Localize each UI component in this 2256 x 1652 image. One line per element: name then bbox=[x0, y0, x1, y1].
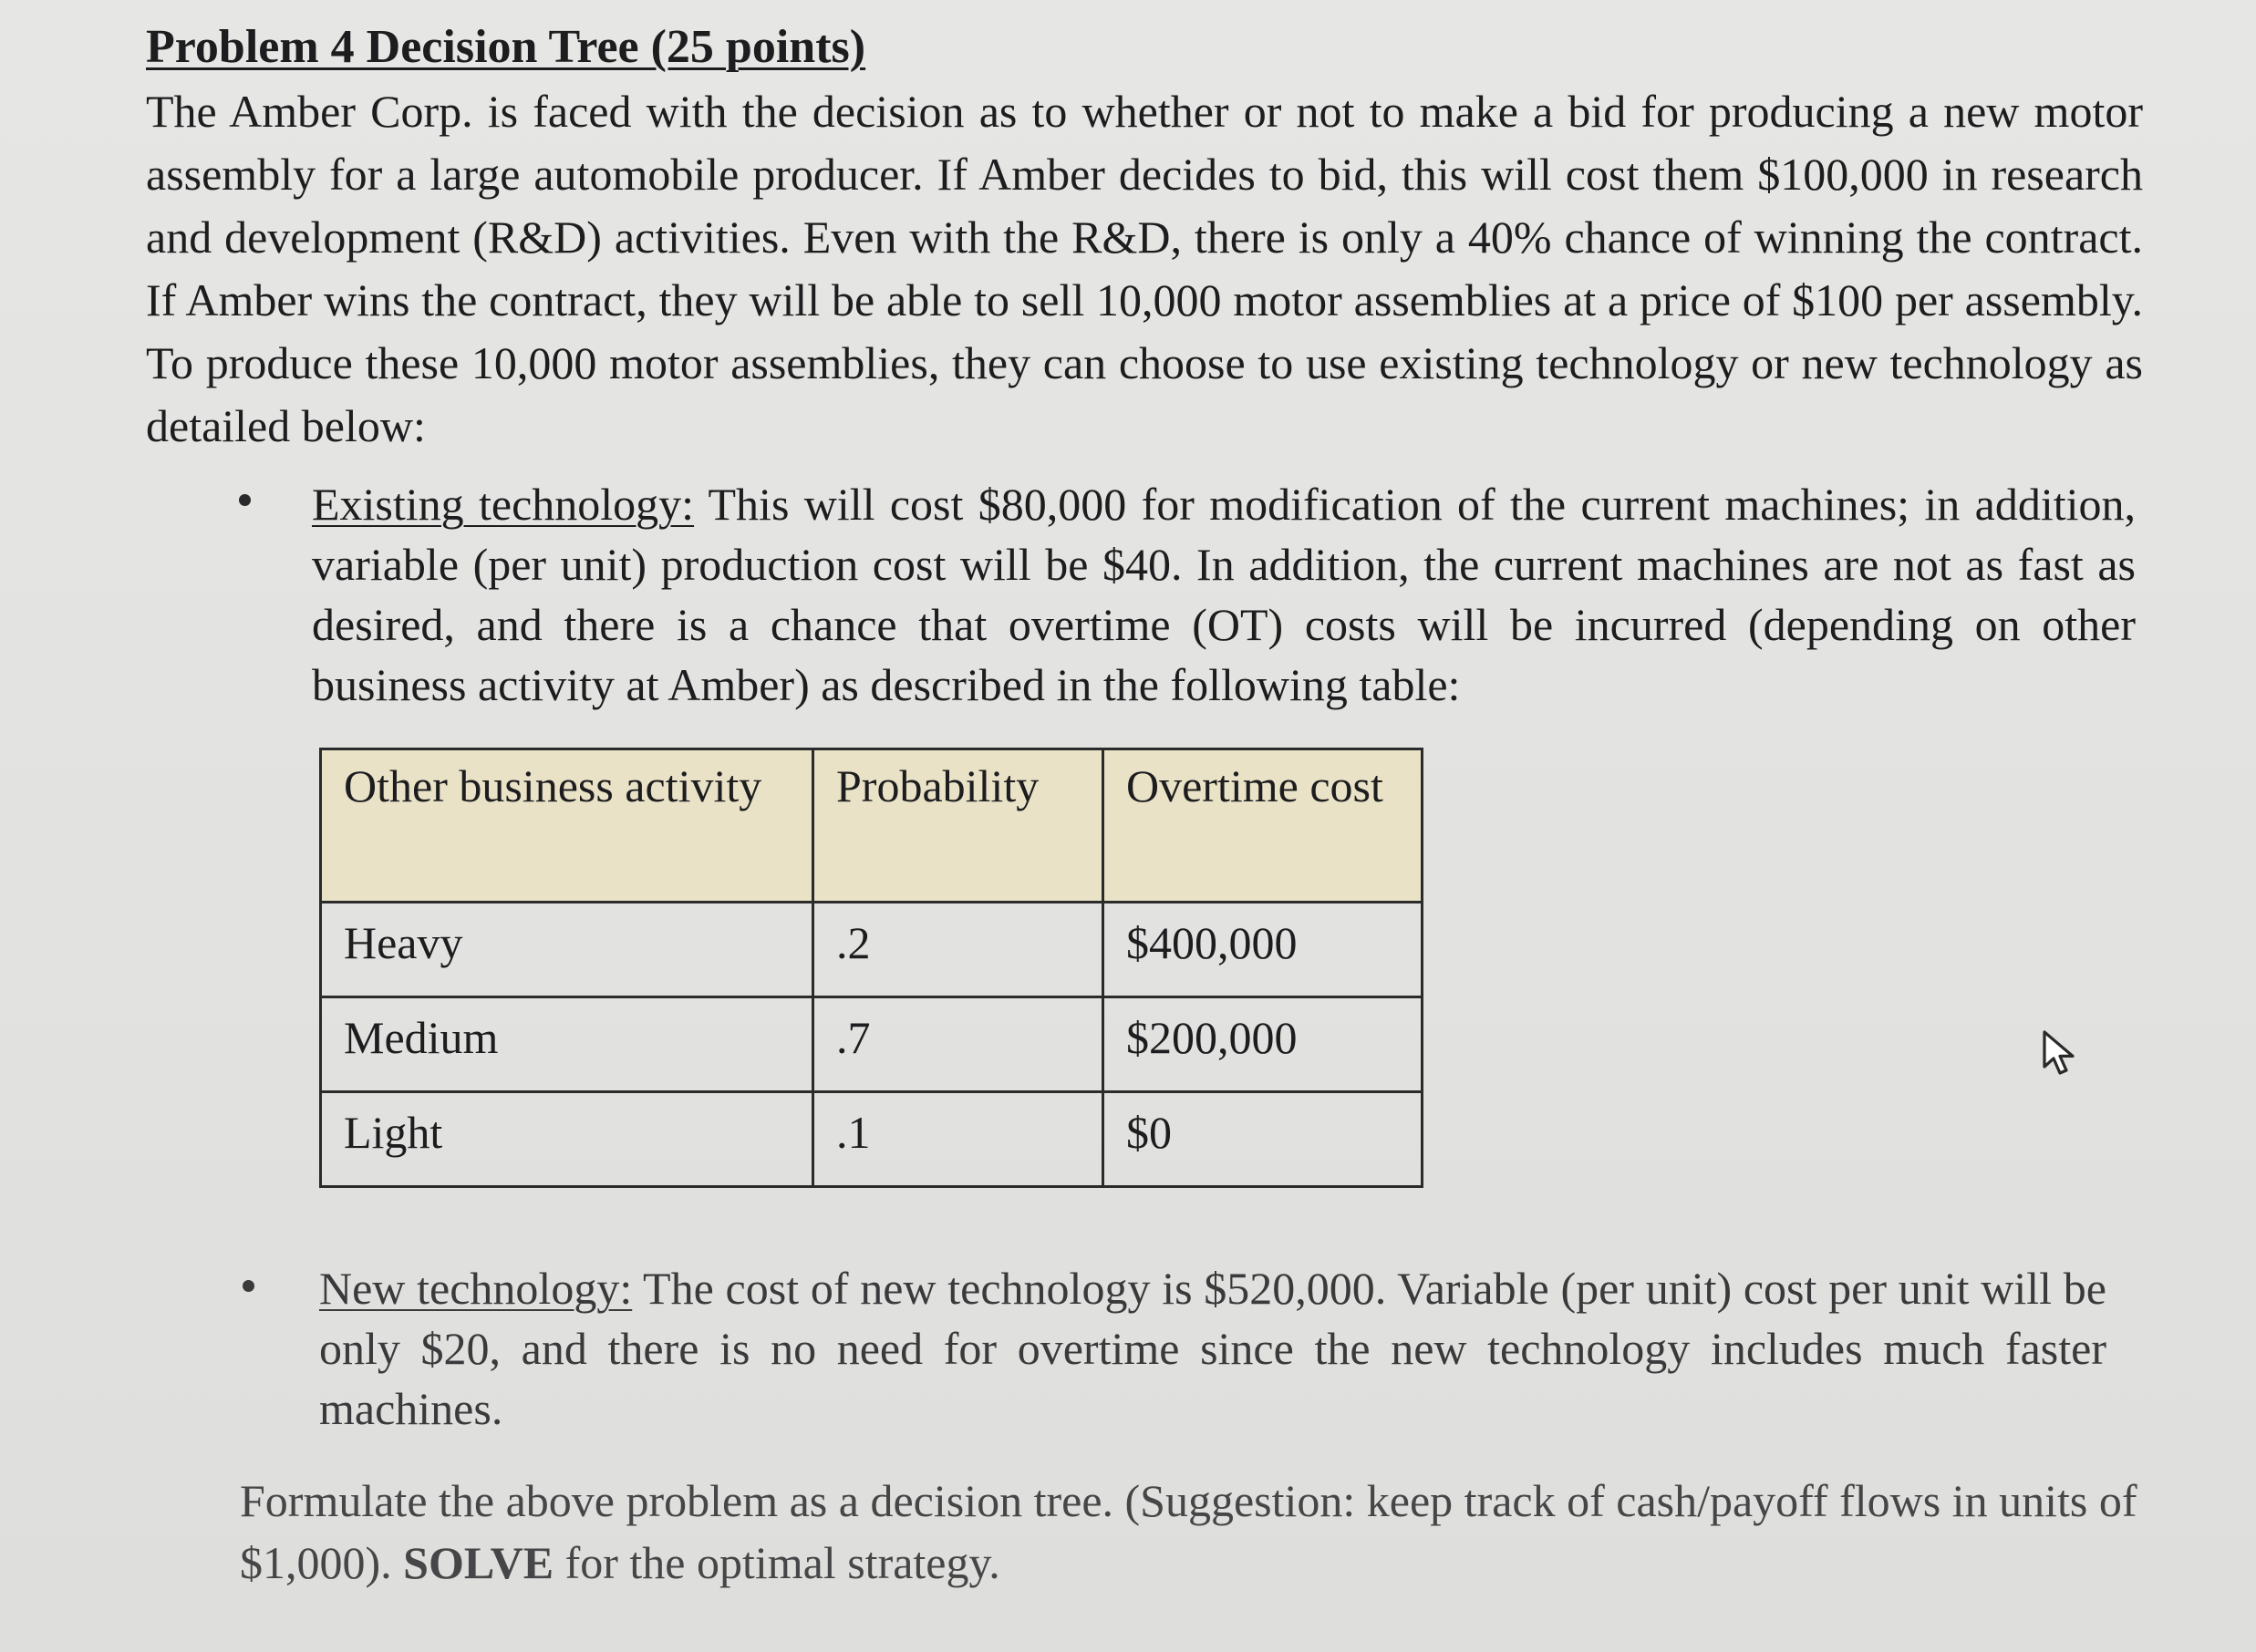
formulate-text: Formulate the above problem as a decision tree. (Suggestion: keep track of cash/payoff flows in units of $1,000). bbox=[240, 1475, 2137, 1588]
header-cell: Probability bbox=[813, 749, 1103, 903]
bullet-body: This will cost $80,000 for modification of the current machines; in addition, variable (per unit) production cost will be $40. In addition, the current machines are not as fast as desired, and there is a chance that overtime (OT) costs will be incurred (depending on other business activity at Amber) as described in the following table: bbox=[312, 479, 2137, 710]
table-cell: Heavy bbox=[321, 903, 813, 997]
table-cell: $0 bbox=[1103, 1092, 1423, 1187]
table-cell: $400,000 bbox=[1103, 903, 1423, 997]
bullet-term: New technology: bbox=[319, 1263, 633, 1314]
bullet-dot-icon bbox=[239, 494, 251, 506]
mouse-pointer-icon bbox=[2041, 1030, 2081, 1078]
table-row bbox=[321, 903, 1423, 997]
table-cell: .2 bbox=[813, 903, 1103, 997]
solve-emphasis: SOLVE bbox=[403, 1537, 554, 1588]
bullet-body: The cost of new technology is $520,000. Variable (per unit) cost per unit will be only $20, and there is no need for overtime since the new technology includes much faster machines. bbox=[319, 1263, 2106, 1434]
bullet-text bbox=[312, 474, 2136, 715]
table-cell: Medium bbox=[321, 997, 813, 1092]
table-cell: .7 bbox=[813, 997, 1103, 1092]
bullet-text bbox=[319, 1258, 2106, 1439]
header-cell: Overtime cost bbox=[1103, 749, 1423, 903]
table-header-row bbox=[321, 749, 1423, 903]
table-row bbox=[321, 997, 1423, 1092]
bullet-dot-icon bbox=[243, 1280, 254, 1292]
problem-title: Problem 4 Decision Tree (25 points) bbox=[146, 21, 866, 73]
bullet-term: Existing technology: bbox=[312, 479, 695, 530]
table-cell: $200,000 bbox=[1103, 997, 1423, 1092]
table-row bbox=[321, 1092, 1423, 1187]
formulate-text-end: for the optimal strategy. bbox=[554, 1537, 1000, 1588]
overtime-cost-table bbox=[319, 748, 1423, 1188]
table-cell: .1 bbox=[813, 1092, 1103, 1187]
formulate-instruction bbox=[240, 1470, 2164, 1594]
bullet-existing-technology bbox=[239, 474, 2136, 715]
problem-intro: The Amber Corp. is faced with the decision as to whether or not to make a bid for producing a new motor assembly for a large automobile producer. If Amber decides to bid, this will cost them $100,000 in research and development (R&D) activities. Even with the R&D, there is only a 40% chance of winning the contract. If Amber wins the contract, they will be able to sell 10,000 motor assemblies at a price of $100 per assembly. To produce these 10,000 motor assemblies, they can choose to use existing technology or new technology as detailed below: bbox=[146, 86, 2143, 451]
header-cell: Other business activity bbox=[321, 749, 813, 903]
bullet-new-technology bbox=[243, 1258, 2106, 1439]
table-cell: Light bbox=[321, 1092, 813, 1187]
